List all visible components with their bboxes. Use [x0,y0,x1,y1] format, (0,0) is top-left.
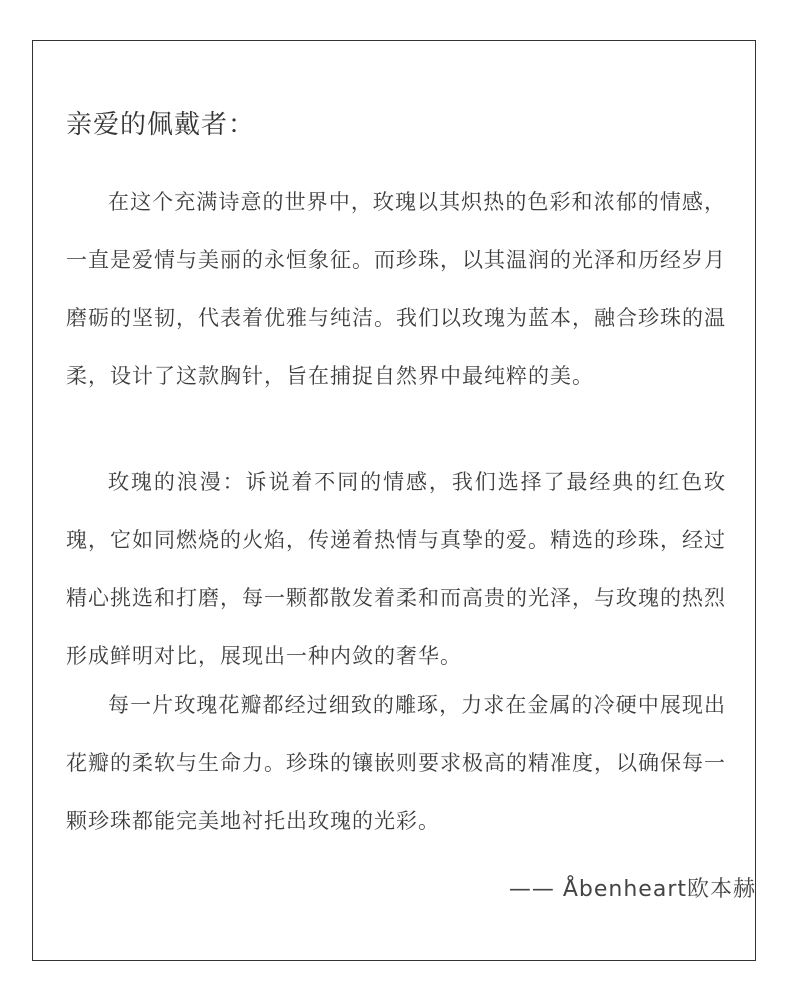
letter-paragraph-3: 每一片玫瑰花瓣都经过细致的雕琢，力求在金属的冷硬中展现出花瓣的柔软与生命力。珍珠的镶嵌则要求极高的精准度，以确保每一颗珍珠都能完美地衬托出玫瑰的光彩。 [66,693,726,833]
letter-paragraph-1: 在这个充满诗意的世界中，玫瑰以其炽热的色彩和浓郁的情感，一直是爱情与美丽的永恒象征。而珍珠，以其温润的光泽和历经岁月磨砺的坚韧，代表着优雅与纯洁。我们以玫瑰为蓝本，融合珍珠的温柔，设计了这款胸针，旨在捕捉自然界中最纯粹的美。 [66,190,726,388]
letter-signature: —— Åbenheart欧本赫 [508,877,756,902]
letter-paragraph-2: 玫瑰的浪漫：诉说着不同的情感，我们选择了最经典的红色玫瑰，它如同燃烧的火焰，传递着热情与真挚的爱。精选的珍珠，经过精心挑选和打磨，每一颗都散发着柔和而高贵的光泽，与玫瑰的热烈形成鲜明对比，展现出一种内敛的奢华。 [66,470,726,668]
letter-greeting: 亲爱的佩戴者： [66,110,256,140]
